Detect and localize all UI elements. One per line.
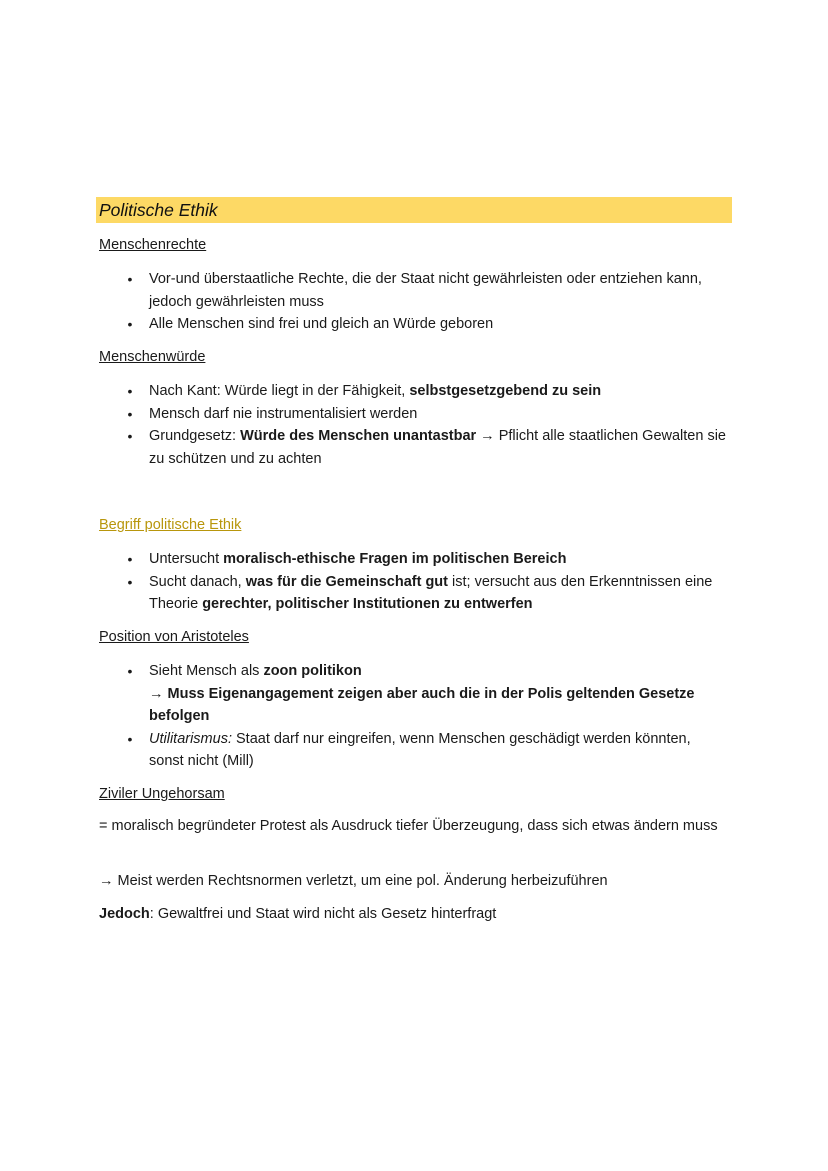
list-item-text: Untersucht bbox=[149, 551, 224, 567]
bullet-icon: • bbox=[127, 428, 133, 444]
list-item-text: Vor-und überstaatliche Rechte, die der Staat nicht gewährleisten oder entziehen kann, jedoch gewährleisten muss bbox=[149, 271, 702, 310]
list-item-text: Sucht danach, bbox=[149, 573, 246, 590]
list-item-subline bbox=[149, 683, 728, 728]
jedoch-bold: Jedoch bbox=[99, 906, 150, 922]
list-item-text: Grundgesetz: bbox=[149, 428, 241, 444]
list-item bbox=[0, 660, 828, 728]
list-begriff bbox=[0, 548, 828, 616]
list-menschenwuerde bbox=[0, 380, 828, 470]
bullet-icon: • bbox=[127, 573, 133, 590]
list-item-bold: Würde des Menschen unantastbar bbox=[240, 428, 477, 444]
heading-ungehorsam: Ziviler Ungehorsam bbox=[99, 786, 225, 802]
jedoch-paragraph bbox=[99, 903, 729, 926]
bullet-icon: • bbox=[127, 663, 133, 679]
heading-begriff[interactable]: Begriff politische Ethik bbox=[99, 517, 242, 533]
bullet-icon: • bbox=[127, 383, 133, 399]
list-item-italic: Utilitarismus: bbox=[149, 730, 232, 747]
arrow-icon: → bbox=[149, 685, 168, 702]
list-item-text: Mensch darf nie instrumentalisiert werden bbox=[149, 405, 418, 422]
bullet-icon: • bbox=[127, 271, 133, 287]
consequence-paragraph: → Meist werden Rechtsnormen verletzt, um eine pol. Änderung herbeizuführen bbox=[99, 873, 608, 889]
list-item bbox=[0, 313, 828, 336]
list-item-text: Sieht Mensch als bbox=[149, 663, 264, 679]
list-aristoteles bbox=[0, 660, 828, 773]
list-item bbox=[0, 571, 828, 616]
list-item bbox=[0, 728, 828, 773]
list-item bbox=[0, 548, 828, 571]
list-item bbox=[0, 268, 828, 313]
list-item-text: Staat darf nur eingreifen, wenn Menschen geschädigt werden könnten, sonst nicht (Mill) bbox=[149, 730, 691, 769]
list-item bbox=[0, 425, 828, 470]
heading-menschenwuerde: Menschenwürde bbox=[99, 349, 206, 365]
bullet-icon: • bbox=[127, 405, 133, 422]
definition-paragraph: = moralisch begründeter Protest als Ausdruck tiefer Überzeugung, dass sich etwas ändern muss bbox=[99, 818, 718, 834]
heading-aristoteles: Position von Aristoteles bbox=[99, 629, 249, 645]
section-title: Politische Ethik bbox=[99, 200, 218, 220]
list-item-bold: was für die Gemeinschaft gut bbox=[245, 573, 448, 590]
list-item-bold: zoon politikon bbox=[263, 663, 362, 679]
list-item-bold: moralisch-ethische Fragen im politischen Bereich bbox=[223, 551, 567, 567]
bullet-icon: • bbox=[127, 316, 133, 332]
list-item-text: ist; versucht aus den Erkenntnissen eine Theorie bbox=[149, 573, 713, 612]
jedoch-text: : Gewaltfrei und Staat wird nicht als Gesetz hinterfragt bbox=[149, 906, 497, 922]
list-item-bold: Muss Eigenangagement zeigen aber auch die in der Polis geltenden Gesetze befolgen bbox=[149, 685, 695, 724]
list-item-bold: selbstgesetzgebend zu sein bbox=[409, 383, 602, 399]
list-menschenrechte bbox=[0, 268, 828, 336]
list-item bbox=[0, 403, 828, 426]
section-title-bar bbox=[96, 197, 732, 223]
heading-menschenrechte: Menschenrechte bbox=[99, 237, 207, 253]
bullet-icon: • bbox=[127, 551, 133, 567]
list-item-bold: gerechter, politischer Institutionen zu entwerfen bbox=[202, 596, 533, 612]
list-item-text: → Pflicht alle staatlichen Gewalten sie zu schützen und zu achten bbox=[149, 428, 726, 467]
list-item bbox=[0, 380, 828, 403]
bullet-icon: • bbox=[127, 730, 133, 747]
list-item-text: Alle Menschen sind frei und gleich an Würde geboren bbox=[149, 316, 494, 332]
list-item-text: Nach Kant: Würde liegt in der Fähigkeit, bbox=[149, 383, 410, 399]
